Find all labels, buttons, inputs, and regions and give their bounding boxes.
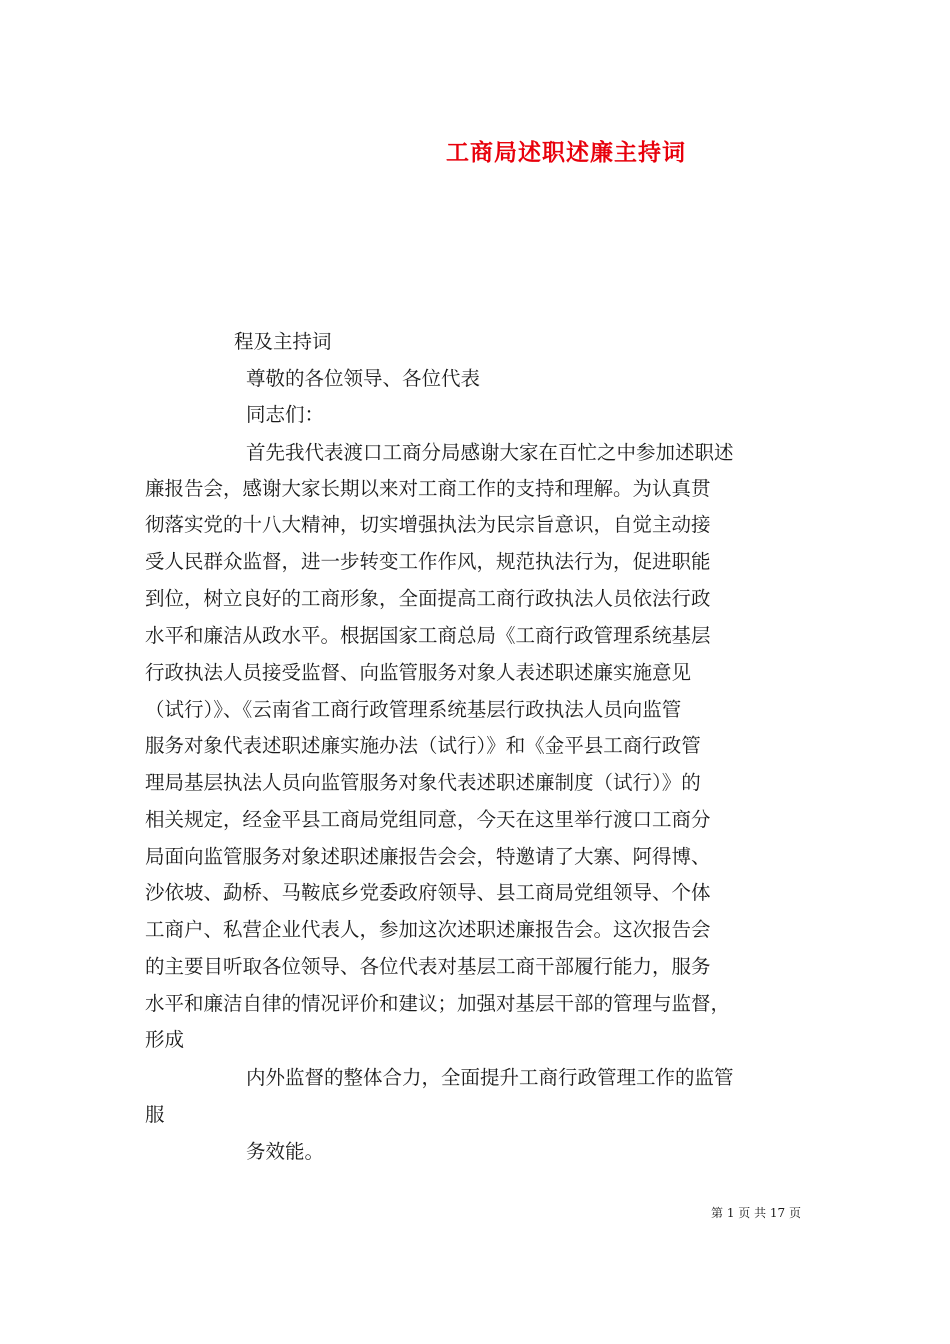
text-line: 理局基层执法人员向监管服务对象代表述职述廉制度（试行）》的: [145, 771, 701, 794]
text-line: 水平和廉洁自律的情况评价和建议；加强对基层干部的管理与监督，: [145, 992, 731, 1015]
text-line: 形成: [145, 1028, 185, 1051]
text-line: 程及主持词: [234, 330, 332, 353]
text-line: （试行）》、《云南省工商行政管理系统基层行政执法人员向监管: [145, 698, 682, 721]
text-line: 首先我代表渡口工商分局感谢大家在百忙之中参加述职述: [246, 441, 734, 464]
text-line: 尊敬的各位领导、各位代表: [246, 367, 481, 390]
text-line: 受人民群众监督，进一步转变工作作风，规范执法行为，促进职能: [145, 550, 711, 573]
text-line: 到位，树立良好的工商形象，全面提高工商行政执法人员依法行政: [145, 587, 711, 610]
text-line: 行政执法人员接受监督、向监管服务对象人表述职述廉实施意见: [145, 661, 692, 684]
text-line: 服: [145, 1103, 165, 1126]
text-line: 水平和廉洁从政水平。根据国家工商总局《工商行政管理系统基层: [145, 624, 711, 647]
text-line: 局面向监管服务对象述职述廉报告会会，特邀请了大寨、阿得博、: [145, 845, 711, 868]
text-line: 的主要目听取各位领导、各位代表对基层工商干部履行能力，服务: [145, 955, 711, 978]
document-title: 工商局述职述廉主持词: [446, 139, 686, 166]
text-line: 工商户、私营企业代表人，参加这次述职述廉报告会。这次报告会: [145, 918, 711, 941]
text-line: 内外监督的整体合力，全面提升工商行政管理工作的监管: [246, 1066, 734, 1089]
text-line: 彻落实党的十八大精神，切实增强执法为民宗旨意识，自觉主动接: [145, 513, 711, 536]
text-line: 沙依坡、勐桥、马鞍底乡党委政府领导、县工商局党组领导、个体: [145, 881, 711, 904]
text-line: 务效能。: [246, 1140, 325, 1163]
text-line: 服务对象代表述职述廉实施办法（试行）》和《金平县工商行政管: [145, 734, 701, 757]
text-line: 同志们：: [246, 403, 325, 426]
page-number: 第 1 页 共 17 页: [711, 1206, 801, 1220]
text-line: 廉报告会，感谢大家长期以来对工商工作的支持和理解。为认真贯: [145, 477, 711, 500]
text-line: 相关规定，经金平县工商局党组同意，今天在这里举行渡口工商分: [145, 808, 711, 831]
